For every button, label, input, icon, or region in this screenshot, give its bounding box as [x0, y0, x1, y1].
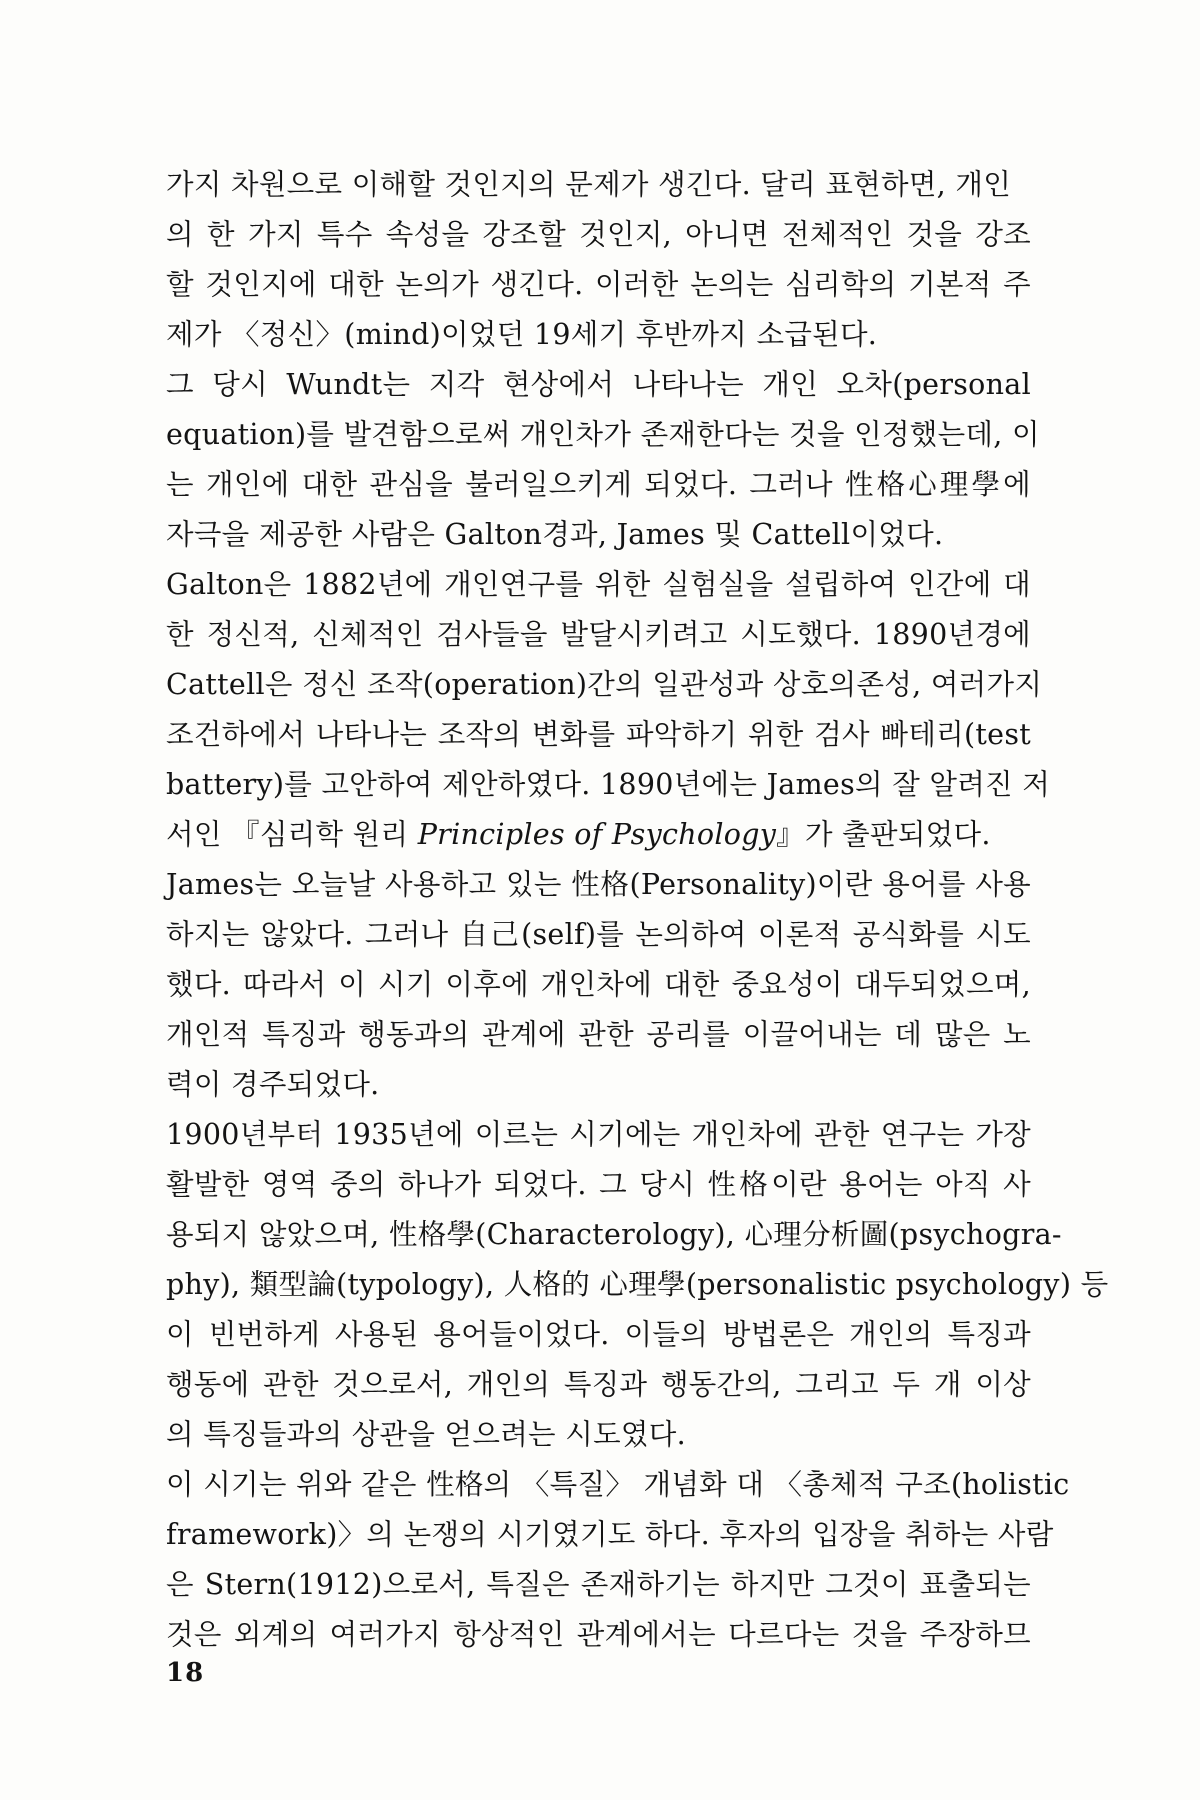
text-line: 은 Stern(1912)으로서, 특질은 존재하기는 하지만 그것이 표출되는: [166, 1568, 1031, 1601]
page-body: [166, 160, 1109, 1660]
text-segment: 』가 출판되었다.: [776, 818, 991, 851]
text-line: 개인적 특징과 행동과의 관계에 관한 공리를 이끌어내는 데 많은 노: [166, 1018, 1031, 1051]
text-line: 의 한 가지 특수 속성을 강조할 것인지, 아니면 전체적인 것을 강조: [166, 218, 1031, 251]
text-line: 이 시기는 위와 같은 性格의 〈특질〉 개념화 대 〈총체적 구조(holistic: [166, 1468, 1070, 1501]
text-line: 하지는 않았다. 그러나 自己(self)를 논의하여 이론적 공식화를 시도: [166, 918, 1031, 951]
text-line: 의 특징들과의 상관을 얻으려는 시도였다.: [166, 1418, 686, 1451]
text-line: battery)를 고안하여 제안하였다. 1890년에는 James의 잘 알려진 저: [166, 768, 1051, 801]
text-line-with-book-title: [166, 810, 1031, 860]
text-line: 는 개인에 대한 관심을 불러일으키게 되었다. 그러나 性格心理學에: [166, 468, 1031, 501]
book-title-italic: Principles of Psychology: [417, 818, 777, 851]
text-line: 력이 경주되었다.: [166, 1068, 380, 1101]
text-line: 활발한 영역 중의 하나가 되었다. 그 당시 性格이란 용어는 아직 사: [166, 1168, 1031, 1201]
text-line: 용되지 않았으며, 性格學(Characterology), 心理分析圖(psychogra-: [166, 1218, 1062, 1251]
text-line: 그 당시 Wundt는 지각 현상에서 나타나는 개인 오차(personal: [166, 368, 1031, 401]
text-line: 할 것인지에 대한 논의가 생긴다. 이러한 논의는 심리학의 기본적 주: [166, 268, 1031, 301]
text-line: phy), 類型論(typology), 人格的 心理學(personalistic psychology) 등: [166, 1268, 1109, 1301]
text-line: equation)를 발견함으로써 개인차가 존재한다는 것을 인정했는데, 이: [166, 418, 1040, 451]
text-line: Cattell은 정신 조작(operation)간의 일관성과 상호의존성, 여러가지: [166, 668, 1043, 701]
text-line: Galton은 1882년에 개인연구를 위한 실험실을 설립하여 인간에 대: [166, 568, 1031, 601]
text-line: framework)〉의 논쟁의 시기였기도 하다. 후자의 입장을 취하는 사람: [166, 1518, 1054, 1551]
text-line: 행동에 관한 것으로서, 개인의 특징과 행동간의, 그리고 두 개 이상: [166, 1368, 1031, 1401]
text-line: 한 정신적, 신체적인 검사들을 발달시키려고 시도했다. 1890년경에: [166, 618, 1031, 651]
text-line: 1900년부터 1935년에 이르는 시기에는 개인차에 관한 연구는 가장: [166, 1118, 1031, 1151]
text-line: James는 오늘날 사용하고 있는 性格(Personality)이란 용어를 사용: [166, 868, 1031, 901]
text-line: 했다. 따라서 이 시기 이후에 개인차에 대한 중요성이 대두되었으며,: [166, 968, 1031, 1001]
text-line: 것은 외계의 여러가지 항상적인 관계에서는 다르다는 것을 주장하므: [166, 1618, 1031, 1651]
text-segment: 서인 『심리학 원리: [166, 818, 418, 851]
text-line: 제가 〈정신〉(mind)이었던 19세기 후반까지 소급된다.: [166, 318, 878, 351]
text-line: 조건하에서 나타나는 조작의 변화를 파악하기 위한 검사 빠테리(test: [166, 718, 1031, 751]
text-line: 이 빈번하게 사용된 용어들이었다. 이들의 방법론은 개인의 특징과: [166, 1318, 1031, 1351]
text-line: 자극을 제공한 사람은 Galton경과, James 및 Cattell이었다.: [166, 518, 944, 551]
text-line: 가지 차원으로 이해할 것인지의 문제가 생긴다. 달리 표현하면, 개인: [166, 168, 1012, 201]
page-number: 18: [166, 1658, 205, 1688]
